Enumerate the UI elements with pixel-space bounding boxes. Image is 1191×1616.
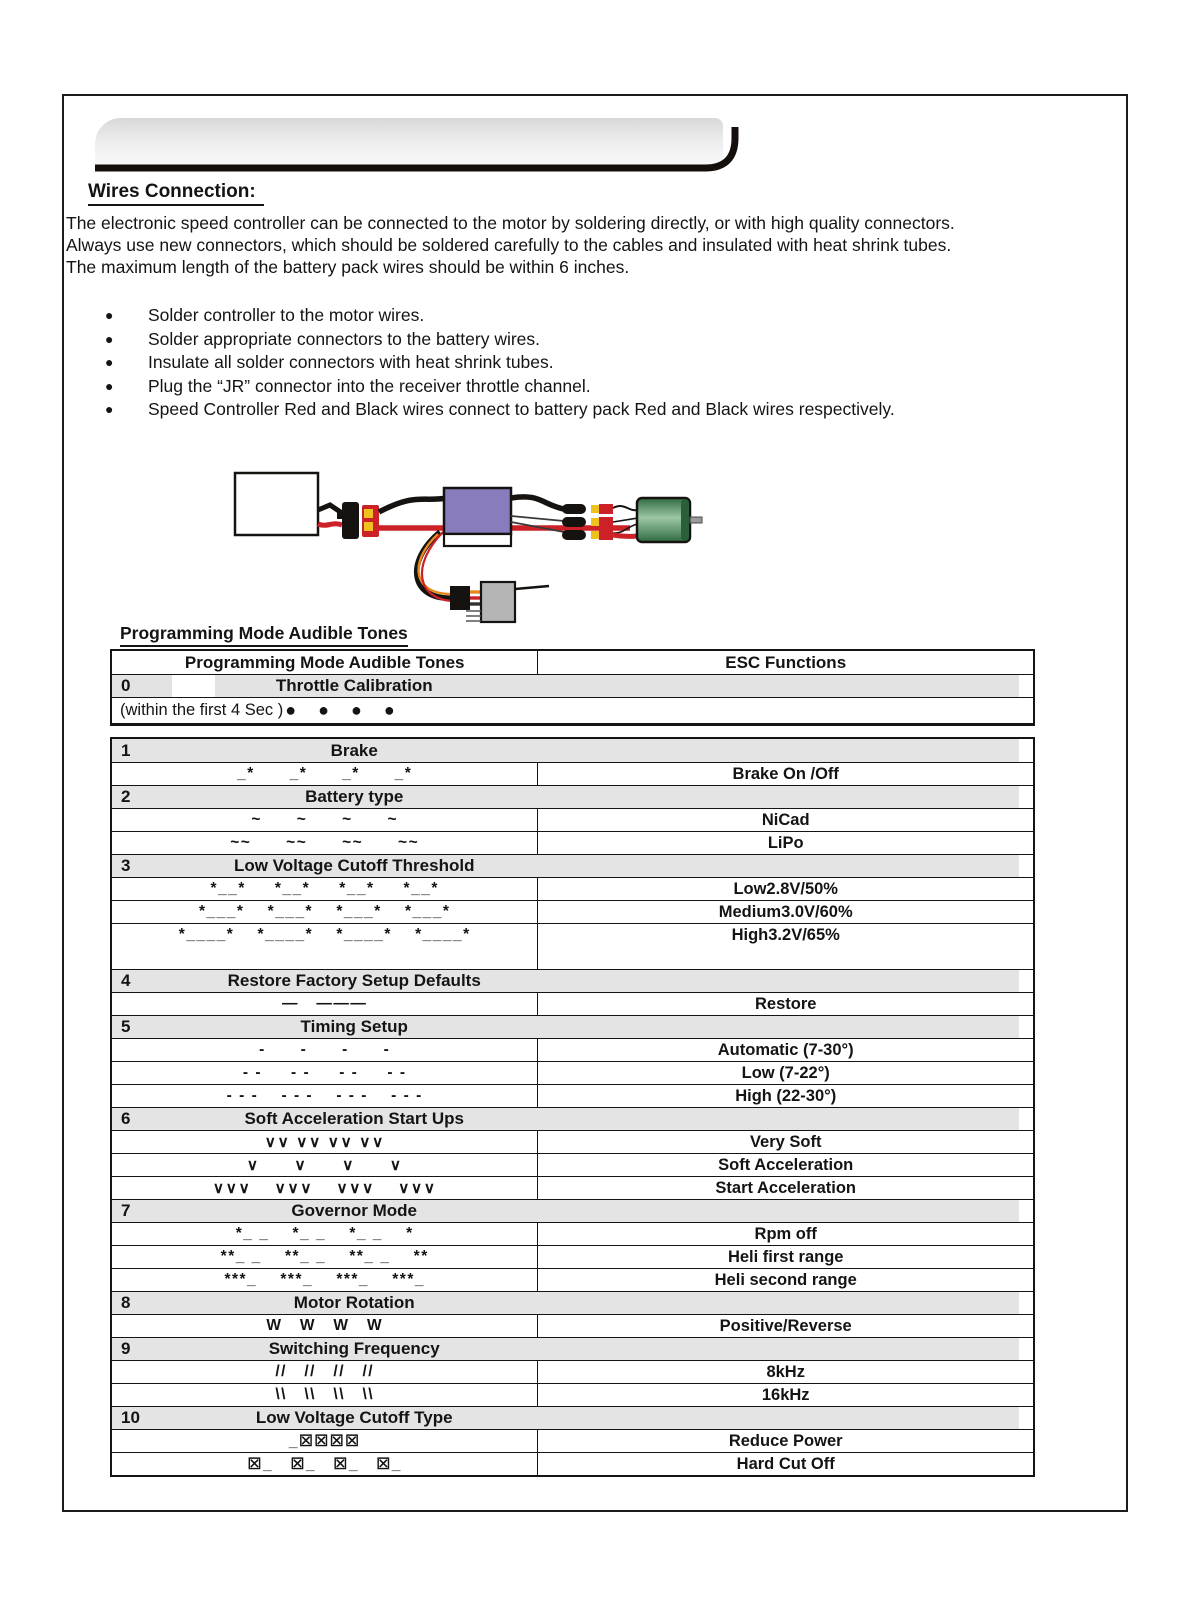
tone-pattern: ∨∨ ∨∨ ∨∨ ∨∨: [112, 1131, 538, 1153]
bullet-connector: [562, 530, 586, 540]
tone-pattern-row: [112, 1222, 1033, 1245]
mode-title: Restore Factory Setup Defaults: [227, 971, 481, 990]
esc-function: Positive/Reverse: [719, 1316, 852, 1335]
mode-header-row: [112, 739, 1033, 762]
tones-table-header-row: [112, 651, 1033, 675]
bullet-plug-yellow: [364, 522, 373, 531]
mode-number: 0: [121, 676, 131, 695]
mode-number: 1: [121, 740, 131, 760]
intro-paragraphs: [66, 212, 1126, 278]
power-black-wire: [379, 498, 448, 512]
tone-pattern: W W W W: [112, 1315, 538, 1337]
mode-title: Low Voltage Cutoff Type: [255, 1408, 453, 1427]
esc-function: Low (7-22°): [741, 1063, 830, 1082]
esc-function: Start Acceleration: [715, 1178, 857, 1197]
mode-number: 3: [121, 856, 131, 875]
esc-function: 16kHz: [761, 1385, 810, 1404]
bullet-list: [105, 304, 1115, 422]
esc-function: High (22-30°): [735, 1086, 837, 1105]
bullet-icon: ●: [105, 307, 114, 323]
bullet-icon: ●: [105, 330, 114, 347]
mode-header-row: [112, 785, 1033, 808]
tone-pattern: — ———: [112, 993, 538, 1015]
list-item: [105, 375, 1115, 399]
mode-number: 6: [121, 1109, 131, 1128]
mode-title: Battery type: [305, 787, 404, 806]
esc-function: Medium3.0V/60%: [718, 902, 853, 921]
mode-header-row: [112, 1291, 1033, 1314]
tone-pattern-row: [112, 1429, 1033, 1452]
mode-header-row: [112, 1015, 1033, 1038]
mode-title: Motor Rotation: [293, 1293, 415, 1312]
tone-pattern-row: [112, 1061, 1033, 1084]
tone-pattern: ∨∨∨ ∨∨∨ ∨∨∨ ∨∨∨: [112, 1177, 538, 1199]
tone-pattern-row: [112, 808, 1033, 831]
bullet-text: Solder controller to the motor wires.: [148, 305, 425, 325]
mode-title: Governor Mode: [291, 1201, 418, 1220]
tone-pattern: ***_ ***_ ***_ ***_: [112, 1269, 538, 1291]
tone-pattern-row: [112, 877, 1033, 900]
bullet-plug-red: [599, 504, 613, 514]
tone-pattern: _* _* _* _*: [112, 763, 538, 785]
bullet-plug-red: [599, 530, 613, 540]
esc-function: Heli second range: [714, 1270, 857, 1289]
tone-pattern: - - - -: [112, 1039, 538, 1061]
tone-pattern: *__* *__* *__* *__*: [112, 878, 538, 900]
tone-pattern-row: [112, 762, 1033, 785]
tones-table-main: [110, 737, 1035, 1477]
tones-section-heading: Programming Mode Audible Tones: [120, 623, 408, 647]
mode-title: Timing Setup: [300, 1017, 408, 1036]
esc-function: Restore: [754, 994, 817, 1013]
mode-number: 10: [121, 1408, 140, 1427]
mode-header-row: [112, 1406, 1033, 1429]
tone-pattern-row: [112, 1383, 1033, 1406]
mode-title: Soft Acceleration Start Ups: [244, 1109, 464, 1128]
mode-title: Switching Frequency: [268, 1339, 440, 1358]
receiver-antenna: [515, 586, 549, 589]
motor-lead: [613, 518, 638, 522]
tone-pattern-row: [112, 992, 1033, 1015]
motor-black-wire: [511, 497, 564, 509]
esc-function: 8kHz: [766, 1362, 805, 1381]
column-header-tones: Programming Mode Audible Tones: [112, 651, 538, 674]
motor-shaft: [690, 517, 702, 523]
tones-table-top: [110, 649, 1035, 726]
tone-pattern-row: [112, 1452, 1033, 1475]
banner-underline: [90, 120, 750, 180]
tone-pattern-row: [112, 1153, 1033, 1176]
esc-function: Heli first range: [727, 1247, 844, 1266]
tone-pattern-row: [112, 1314, 1033, 1337]
mode-header-row: [112, 1199, 1033, 1222]
tone-pattern: *___* *___* *___* *___*: [112, 901, 538, 923]
esc-function: Low2.8V/50%: [733, 879, 838, 898]
wiring-diagram: [200, 432, 850, 632]
list-item: [105, 328, 1115, 352]
esc-label-strip: [444, 534, 511, 546]
receiver-box: [481, 582, 515, 622]
esc-function: High3.2V/65%: [731, 926, 840, 944]
tone-pattern: *____* *____* *____* *____*: [112, 924, 538, 969]
tone-pattern: *_ _ *_ _ *_ _ *: [112, 1223, 538, 1245]
mode-number: 5: [121, 1017, 131, 1036]
esc-function: NiCad: [761, 810, 810, 829]
esc-function: LiPo: [767, 833, 804, 852]
list-item: [105, 304, 1115, 328]
mode-number: 7: [121, 1201, 131, 1220]
column-header-esc-functions: ESC Functions: [725, 652, 847, 672]
bullet-icon: ●: [105, 377, 114, 394]
mode-title: Brake: [330, 740, 378, 760]
motor-end-cap: [681, 499, 689, 541]
tone-pattern-row: [112, 923, 1033, 969]
mode-header-row: [112, 1107, 1033, 1130]
bullet-connector: [562, 504, 586, 514]
tone-pattern-row: [112, 1084, 1033, 1107]
esc-function: Hard Cut Off: [736, 1454, 835, 1473]
tone-pattern: \\ \\ \\ \\: [112, 1384, 538, 1406]
tone-pattern: _☒☒☒☒: [112, 1430, 538, 1452]
list-item: [105, 351, 1115, 375]
mode-number: 2: [121, 787, 131, 806]
tone-pattern-row: [112, 1360, 1033, 1383]
tone-pattern: // // // //: [112, 1361, 538, 1383]
tone-pattern-row: [112, 1268, 1033, 1291]
tone-pattern: **_ _ **_ _ **_ _ **: [112, 1246, 538, 1268]
throttle-calibration-note-row: [112, 697, 1033, 723]
esc-function: Very Soft: [749, 1132, 822, 1151]
bullet-text: Insulate all solder connectors with heat shrink tubes.: [148, 352, 554, 372]
wires-connection-heading: Wires Connection:: [88, 181, 264, 206]
bullet-plug-yellow: [591, 531, 599, 539]
mode-number: 4: [121, 971, 131, 990]
motor-sense-wire: [511, 516, 564, 521]
mode-header-row: [112, 854, 1033, 877]
battery-box: [235, 473, 318, 535]
tone-pattern-row: [112, 1130, 1033, 1153]
tone-pattern: ~~ ~~ ~~ ~~: [112, 832, 538, 854]
tone-pattern-row: [112, 900, 1033, 923]
esc-function: Brake On /Off: [732, 764, 839, 783]
esc-function: Rpm off: [754, 1224, 817, 1243]
bullet-icon: ●: [105, 401, 114, 417]
bullet-text: Plug the “JR” connector into the receiver throttle channel.: [148, 375, 591, 396]
bullet-connector: [562, 517, 586, 527]
receiver-pins: [466, 611, 481, 621]
mode-header-row: [112, 675, 1033, 697]
bullet-plug-yellow: [364, 509, 373, 518]
jr-plug: [450, 586, 470, 610]
bullet-plug-red: [599, 517, 613, 527]
bullet-plug-yellow: [591, 518, 599, 526]
bullet-text: Speed Controller Red and Black wires connect to battery pack Red and Black wires respectively.: [148, 399, 895, 419]
battery-red-wire: [318, 524, 342, 526]
mode-number: 8: [121, 1293, 131, 1312]
bullet-icon: ●: [105, 354, 114, 370]
esc-function: Automatic (7-30°): [717, 1040, 854, 1059]
esc-function: Soft Acceleration: [718, 1155, 854, 1174]
tone-pattern: - - - - - - - -: [112, 1062, 538, 1084]
bullet-text: Solder appropriate connectors to the battery wires.: [148, 328, 541, 349]
tone-pattern: ☒_ ☒_ ☒_ ☒_: [112, 1453, 538, 1475]
tone-pattern: ~ ~ ~ ~: [112, 809, 538, 831]
esc-box: [444, 488, 511, 534]
mode-title: Throttle Calibration: [275, 676, 433, 695]
mode-header-row: [112, 969, 1033, 992]
motor-lead: [613, 506, 638, 510]
intro-paragraph: The maximum length of the battery pack wires should be within 6 inches.: [66, 257, 630, 277]
tone-pattern-row: [112, 831, 1033, 854]
mode-header-row: [112, 1337, 1033, 1360]
intro-paragraph: Always use new connectors, which should be soldered carefully to the cables and insulated with heat shrink tubes.: [66, 235, 952, 255]
intro-paragraph: The electronic speed controller can be connected to the motor by soldering directly, or with high quality connectors.: [66, 213, 955, 233]
tone-pattern-row: [112, 1038, 1033, 1061]
mode-title: Low Voltage Cutoff Threshold: [233, 856, 475, 875]
tone-pattern: ∨ ∨ ∨ ∨: [112, 1154, 538, 1176]
beep-dots: ● ● ● ●: [285, 700, 399, 720]
note-text: (within the first 4 Sec ): [120, 701, 284, 719]
tone-pattern-row: [112, 1176, 1033, 1199]
tone-pattern: - - - - - - - - - - - -: [112, 1085, 538, 1107]
battery-connector-black: [342, 502, 359, 539]
list-item: [105, 398, 1115, 422]
esc-function: Reduce Power: [728, 1431, 843, 1450]
mode-number: 9: [121, 1339, 131, 1358]
tone-pattern-row: [112, 1245, 1033, 1268]
bullet-plug-yellow: [591, 505, 599, 513]
